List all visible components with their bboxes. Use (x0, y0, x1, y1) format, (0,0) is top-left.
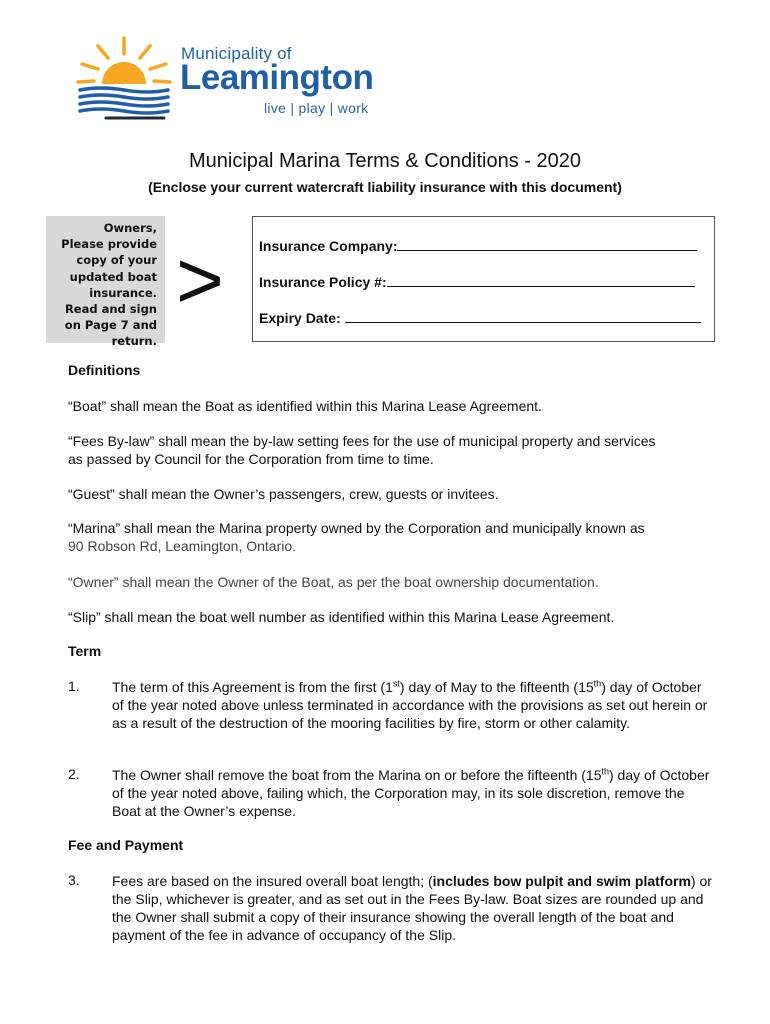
definition-guest: “Guest” shall mean the Owner’s passengers, crew, guests or invitees. (68, 486, 499, 502)
note-line: Owners, (103, 221, 157, 235)
logo-tagline: live | play | work (264, 100, 369, 116)
expiry-date-label: Expiry Date: (259, 310, 341, 326)
logo-municipality-text: Municipality of (181, 44, 292, 63)
note-line: Read and sign (64, 302, 157, 317)
logo-name-text: Leamington (180, 58, 374, 97)
note-line: Please provide (61, 237, 157, 252)
insurance-policy-field[interactable] (387, 273, 695, 287)
term-item-number: 2. (68, 766, 80, 782)
arrow-icon: > (176, 235, 224, 326)
term-item-2-text-b: ) day of (609, 767, 656, 783)
fee-item-3-text-a: Fees are based on the insured overall boat length; ( (112, 873, 433, 889)
insurance-company-field[interactable] (397, 237, 697, 251)
insurance-info-box (252, 216, 715, 342)
note-line: updated boat (69, 269, 157, 284)
insurance-policy-row (259, 273, 695, 290)
term-item-1-text-a: The term of this Agreement is from the first (1 (112, 679, 393, 695)
document-subtitle: (Enclose your current watercraft liability insurance with this document) (148, 179, 622, 195)
term-item-1-text-c: ) day of (601, 679, 648, 695)
definition-marina-line2: 90 Robson Rd, Leamington, Ontario. (68, 538, 297, 554)
expiry-date-row (259, 309, 701, 326)
sun-water-icon (76, 36, 176, 120)
definition-slip: “Slip” shall mean the boat well number as identified within this Marina Lease Agreement. (68, 609, 615, 625)
insurance-company-row (259, 237, 697, 254)
note-line: return. (111, 334, 157, 349)
term-item-1-text-rest: October of the year noted above unless terminated in accordance with the provisions as set out herein or as a result of the destruction of the mooring facilities by fire, storm or other calamity. (112, 679, 708, 731)
fee-payment-heading: Fee and Payment (68, 837, 184, 853)
definition-fees-bylaw (68, 432, 708, 468)
definition-boat: “Boat” shall mean the Boat as identified within this Marina Lease Agreement. (68, 398, 542, 414)
insurance-company-label: Insurance Company: (259, 238, 398, 254)
superscript: st (392, 678, 400, 689)
term-item-2-text-rest: October of the year noted above, failing which, the Corporation may, in its sole discretion, remove the Boat at the Owner’s expense. (112, 767, 710, 819)
term-item-1-text-b: ) day of May to the fifteenth (15 (399, 679, 594, 695)
owner-note-text (47, 220, 157, 350)
fee-item-3-bold-2: platform (634, 873, 691, 889)
term-item-2 (112, 766, 712, 820)
note-line: copy of your (76, 253, 157, 268)
definition-owner: “Owner” shall mean the Owner of the Boat, as per the boat ownership documentation. (68, 574, 599, 590)
definition-marina-line1: “Marina” shall mean the Marina property owned by the Corporation and municipally known as (68, 520, 645, 536)
term-item-1 (112, 678, 712, 732)
term-item-number: 1. (68, 678, 80, 694)
expiry-date-field[interactable] (345, 309, 701, 323)
note-line: insurance. (89, 285, 157, 300)
fee-item-3 (112, 872, 712, 944)
fee-item-3-text-b: ) or the Slip, whichever is greater, and as set out in the Fees By-law. Boat sizes are rounded up and the Owner shall submit a copy of their insurance showing the overall length of the boat and payment of the fee in advance of occupancy of the Slip. (112, 873, 712, 943)
fee-item-3-bold-1: includes bow pulpit and swim (432, 873, 632, 889)
note-line: on Page 7 and (64, 318, 157, 333)
term-item-2-text-a: The Owner shall remove the boat from the Marina on or before the fifteenth (15 (112, 767, 602, 783)
insurance-policy-label: Insurance Policy #: (259, 274, 387, 290)
definition-fees-line2: as passed by Council for the Corporation from time to time. (68, 451, 434, 467)
definition-marina (68, 519, 708, 555)
superscript: th (601, 766, 609, 777)
definitions-heading: Definitions (68, 362, 141, 378)
definition-fees-line1: “Fees By-law” shall mean the by-law setting fees for the use of municipal property and services (68, 433, 656, 449)
municipality-logo (76, 36, 396, 120)
owner-note-box (46, 216, 165, 349)
document-title: Municipal Marina Terms & Conditions - 2020 (188, 150, 582, 172)
term-heading: Term (68, 643, 102, 659)
superscript: th (593, 678, 602, 689)
fee-item-number: 3. (68, 872, 80, 888)
